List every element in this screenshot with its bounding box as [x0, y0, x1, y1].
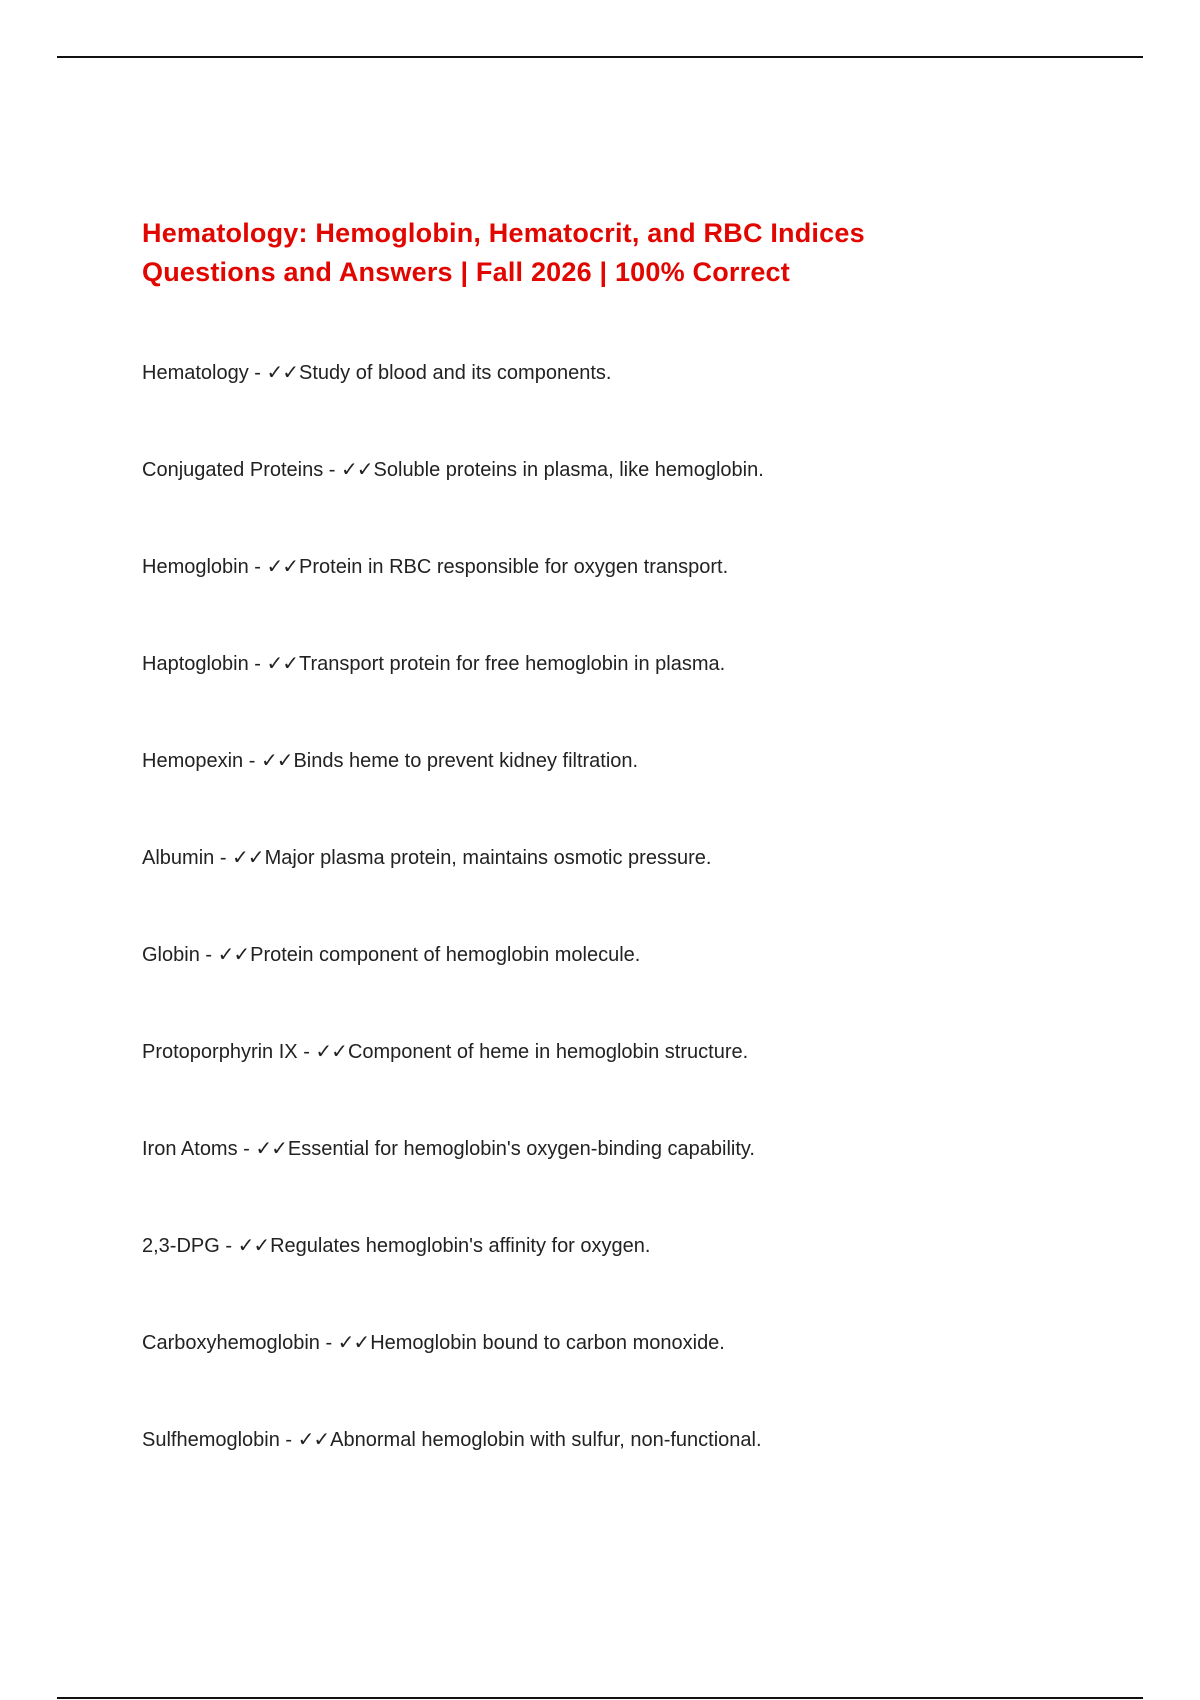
- qa-term: Hemopexin: [142, 750, 244, 772]
- qa-separator: -: [243, 750, 261, 772]
- double-check-icon: ✓✓: [266, 360, 299, 384]
- qa-item: [142, 1425, 764, 1522]
- qa-definition: Protein component of hemoglobin molecule.: [250, 944, 641, 966]
- top-rule: [57, 56, 1143, 58]
- double-check-icon: ✓✓: [260, 748, 293, 772]
- qa-term: Hematology: [142, 362, 249, 384]
- qa-definition: Soluble proteins in plasma, like hemoglobin.: [373, 459, 764, 481]
- qa-definition: Regulates hemoglobin's affinity for oxygen.: [270, 1235, 651, 1257]
- qa-term: Sulfhemoglobin: [142, 1429, 280, 1451]
- double-check-icon: ✓✓: [255, 1136, 287, 1160]
- double-check-icon: ✓✓: [266, 554, 299, 578]
- qa-definition: Abnormal hemoglobin with sulfur, non-functional.: [330, 1429, 762, 1451]
- qa-term: Hemoglobin: [142, 556, 249, 578]
- qa-term: Protoporphyrin IX: [142, 1041, 298, 1063]
- qa-item: [142, 1134, 764, 1231]
- qa-separator: -: [297, 1041, 316, 1063]
- double-check-icon: ✓✓: [237, 1233, 270, 1257]
- qa-separator: -: [214, 847, 233, 869]
- qa-separator: -: [237, 1138, 256, 1160]
- qa-item: [142, 649, 764, 746]
- double-check-icon: ✓✓: [337, 1330, 370, 1354]
- qa-definition: Component of heme in hemoglobin structure.: [347, 1041, 749, 1063]
- qa-definition: Transport protein for free hemoglobin in plasma.: [299, 653, 726, 675]
- qa-term: Albumin: [142, 847, 215, 869]
- double-check-icon: ✓✓: [266, 651, 299, 675]
- qa-item: [142, 746, 764, 843]
- qa-item: [142, 1231, 764, 1328]
- qa-item: [142, 843, 764, 940]
- qa-item: [142, 1328, 764, 1425]
- qa-definition: Binds heme to prevent kidney filtration.: [293, 750, 639, 772]
- qa-term: Iron Atoms: [142, 1138, 238, 1160]
- qa-definition: Major plasma protein, maintains osmotic pressure.: [264, 847, 712, 869]
- title-line-2: Questions and Answers | Fall 2026 | 100% Correct: [142, 257, 790, 287]
- qa-separator: -: [248, 362, 267, 384]
- double-check-icon: ✓✓: [232, 845, 264, 869]
- qa-separator: -: [248, 653, 267, 675]
- qa-term: Carboxyhemoglobin: [142, 1332, 320, 1354]
- bottom-rule: [57, 1697, 1143, 1699]
- qa-term: Globin: [142, 944, 200, 966]
- qa-item: [142, 455, 764, 552]
- qa-definition: Hemoglobin bound to carbon monoxide.: [370, 1332, 725, 1354]
- qa-item: [142, 1037, 764, 1134]
- qa-separator: -: [248, 556, 267, 578]
- qa-definition: Study of blood and its components.: [299, 362, 612, 384]
- qa-separator: -: [219, 1235, 238, 1257]
- double-check-icon: ✓✓: [297, 1427, 330, 1451]
- qa-item: [142, 358, 764, 455]
- double-check-icon: ✓✓: [315, 1039, 347, 1063]
- qa-item: [142, 552, 764, 649]
- qa-separator: -: [279, 1429, 298, 1451]
- qa-separator: -: [319, 1332, 338, 1354]
- qa-separator: -: [323, 459, 342, 481]
- qa-term: Haptoglobin: [142, 653, 249, 675]
- qa-item: [142, 940, 764, 1037]
- qa-definition: Protein in RBC responsible for oxygen transport.: [299, 556, 729, 578]
- title-line-1: Hematology: Hemoglobin, Hematocrit, and RBC Indices: [142, 218, 865, 248]
- qa-term: Conjugated Proteins: [142, 459, 324, 481]
- qa-list: [142, 358, 764, 1522]
- double-check-icon: ✓✓: [341, 457, 373, 481]
- qa-separator: -: [199, 944, 218, 966]
- document-title: [142, 214, 1142, 292]
- qa-definition: Essential for hemoglobin's oxygen-binding capability.: [287, 1138, 755, 1160]
- double-check-icon: ✓✓: [217, 942, 250, 966]
- qa-term: 2,3-DPG: [142, 1235, 220, 1257]
